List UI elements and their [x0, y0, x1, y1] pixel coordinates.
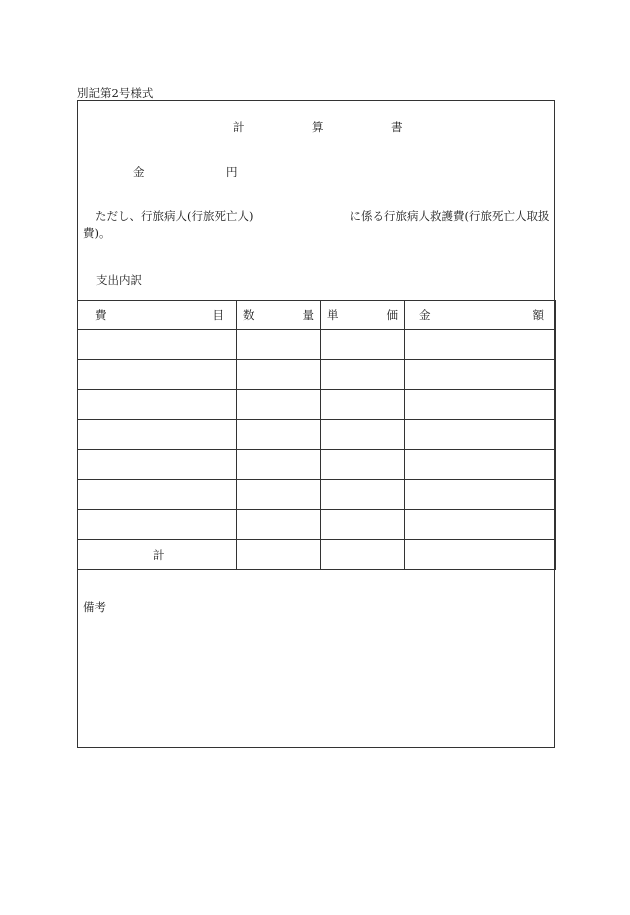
table-cell[interactable] — [237, 480, 321, 510]
total-cell[interactable] — [237, 540, 321, 570]
total-cell[interactable] — [405, 540, 556, 570]
table-cell[interactable] — [405, 330, 556, 360]
table-cell[interactable] — [78, 480, 237, 510]
description-part1: ただし、行旅病人(行旅死亡人) — [95, 209, 254, 223]
table-cell[interactable] — [237, 330, 321, 360]
table-row — [78, 330, 556, 360]
table-cell[interactable] — [78, 510, 237, 540]
remarks-label: 備考 — [83, 600, 106, 614]
table-row — [78, 360, 556, 390]
table-cell[interactable] — [321, 360, 405, 390]
title-char-1: 計 — [233, 120, 245, 134]
table-cell[interactable] — [237, 420, 321, 450]
table-cell[interactable] — [237, 450, 321, 480]
table-header-row — [78, 301, 556, 330]
description-part2: に係る行旅病人救護費(行旅死亡人取扱費)。 — [83, 209, 550, 240]
amount-prefix: 金 — [133, 165, 145, 179]
table-cell[interactable] — [405, 510, 556, 540]
table-cell[interactable] — [321, 330, 405, 360]
table-row — [78, 510, 556, 540]
table-cell[interactable] — [78, 420, 237, 450]
table-cell[interactable] — [78, 390, 237, 420]
table-cell[interactable] — [405, 390, 556, 420]
calculation-sheet — [77, 100, 555, 748]
table-cell[interactable] — [237, 510, 321, 540]
table-cell[interactable] — [78, 360, 237, 390]
table-cell[interactable] — [237, 390, 321, 420]
table-cell[interactable] — [405, 480, 556, 510]
table-cell[interactable] — [321, 480, 405, 510]
header-item: 費 目 — [78, 301, 237, 330]
total-cell[interactable] — [321, 540, 405, 570]
table-cell[interactable] — [321, 390, 405, 420]
table-row — [78, 450, 556, 480]
amount-unit: 円 — [226, 165, 238, 179]
table-cell[interactable] — [321, 450, 405, 480]
title-char-2: 算 — [312, 120, 324, 134]
table-cell[interactable] — [237, 360, 321, 390]
total-label-cell — [78, 540, 237, 570]
table-row — [78, 480, 556, 510]
table-cell[interactable] — [405, 420, 556, 450]
expense-table — [77, 300, 556, 570]
table-cell[interactable] — [321, 420, 405, 450]
total-label: 計 — [153, 547, 165, 562]
table-cell[interactable] — [78, 450, 237, 480]
header-quantity: 数 量 — [237, 301, 321, 330]
table-row — [78, 420, 556, 450]
header-unit-price: 単 価 — [321, 301, 405, 330]
title-char-3: 書 — [391, 120, 403, 134]
form-number-label: 別記第2号様式 — [77, 86, 154, 100]
table-cell[interactable] — [78, 330, 237, 360]
breakdown-heading: 支出内訳 — [96, 273, 142, 287]
table-cell[interactable] — [321, 510, 405, 540]
table-cell[interactable] — [405, 360, 556, 390]
table-cell[interactable] — [405, 450, 556, 480]
table-row — [78, 390, 556, 420]
header-amount: 金 額 — [405, 301, 556, 330]
description — [83, 208, 553, 242]
total-row — [78, 540, 556, 570]
